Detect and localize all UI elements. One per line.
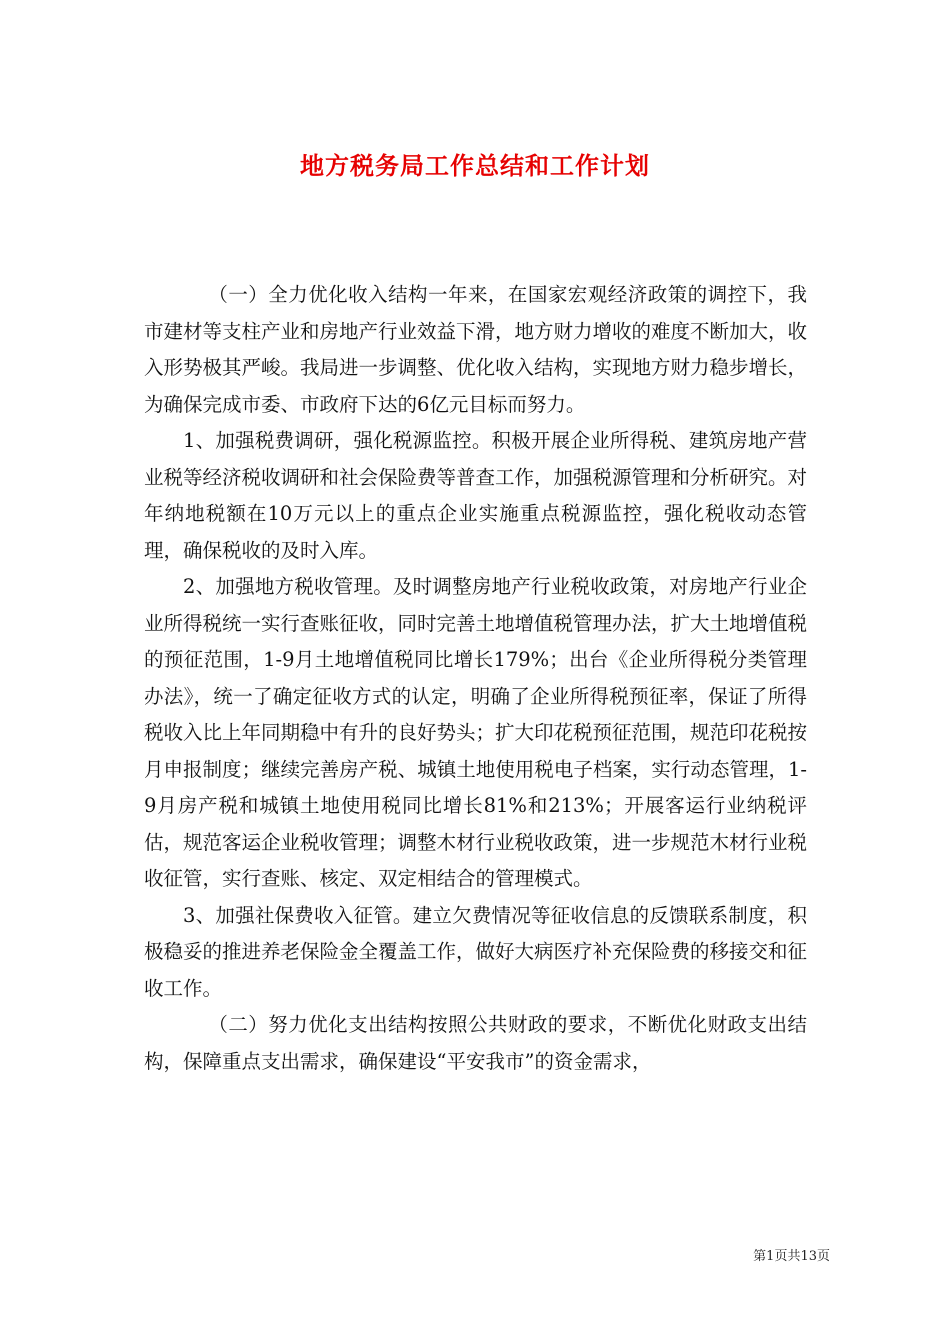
paragraph-1: （一）全力优化收入结构一年来，在国家宏观经济政策的调控下，我市建材等支柱产业和房地产行业效益下滑，地方财力增收的难度不断加大，收入形势极其严峻。我局进一步调整、优化收入结构，实现地方财力稳步增长，为确保完成市委、市政府下达的6亿元目标而努力。 [144, 283, 808, 416]
page-number: 第1页共13页 [753, 1249, 830, 1264]
document-body [144, 277, 807, 1080]
paragraph-4: 3、加强社保费收入征管。建立欠费情况等征收信息的反馈联系制度，积极稳妥的推进养老保险金全覆盖工作，做好大病医疗补充保险费的移接交和征收工作。 [144, 903, 808, 1000]
paragraph-5: （二）努力优化支出结构按照公共财政的要求，不断优化财政支出结构，保障重点支出需求，确保建设“平安我市”的资金需求， [144, 1013, 807, 1073]
paragraph-3: 2、加强地方税收管理。及时调整房地产行业税收政策，对房地产行业企业所得税统一实行查账征收，同时完善土地增值税管理办法，扩大土地增值税的预征范围，1-9月土地增值税同比增长179%；出台《企业所得税分类管理办法》，统一了确定征收方式的认定，明确了企业所得税预征率，保证了所得税收入比上年同期稳中有升的良好势头；扩大印花税预征范围，规范印花税按月申报制度；继续完善房产税、城镇土地使用税电子档案，实行动态管理，1-9月房产税和城镇土地使用税同比增长81%和213%；开展客运行业纳税评估，规范客运企业税收管理；调整木材行业税收政策，进一步规范木材行业税收征管，实行查账、核定、双定相结合的管理模式。 [144, 575, 808, 890]
paragraph-2: 1、加强税费调研，强化税源监控。积极开展企业所得税、建筑房地产营业税等经济税收调研和社会保险费等普查工作，加强税源管理和分析研究。对年纳地税额在10万元以上的重点企业实施重点税源监控，强化税收动态管理，确保税收的及时入库。 [144, 429, 808, 562]
page-title: 地方税务局工作总结和工作计划 [300, 151, 650, 181]
